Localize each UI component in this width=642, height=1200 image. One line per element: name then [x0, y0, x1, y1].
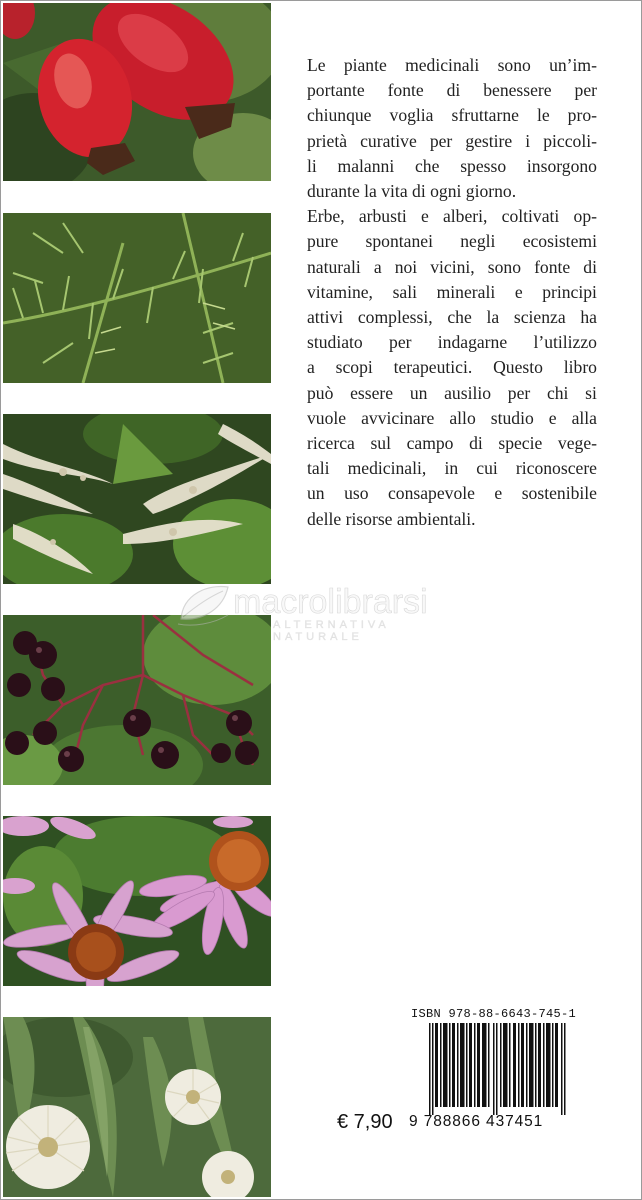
blurb-word: a	[307, 357, 315, 378]
blurb-line	[307, 431, 597, 456]
blurb-word: medicinali,	[347, 458, 427, 479]
blurb-word: che	[415, 155, 440, 176]
blurb-word: campo	[406, 433, 454, 454]
blurb-word: pure	[307, 231, 339, 252]
blurb-word: ha	[580, 307, 597, 328]
blurb-word: avvicinare	[361, 407, 435, 428]
blurb-word: spesso	[460, 155, 507, 176]
blurb-word: studio	[490, 407, 534, 428]
blurb-word: piccoli-	[543, 130, 597, 151]
blurb-word: gestire	[465, 130, 513, 151]
blurb-word: Erbe,	[307, 206, 345, 227]
blurb-word: vege-	[557, 433, 597, 454]
price-label: € 7,90	[337, 1111, 393, 1133]
blurb-word: curative	[360, 130, 417, 151]
blurb-word: a	[373, 256, 382, 277]
blurb-word: ecosistemi	[522, 231, 597, 252]
blurb-word: le	[536, 105, 550, 126]
blurb-word: si	[585, 382, 597, 403]
blurb-word: essere	[350, 382, 394, 403]
blurb-line	[307, 305, 597, 330]
blurb-word: naturali	[307, 256, 361, 277]
blurb-word: spontanei	[365, 231, 433, 252]
blurb-word: Questo	[493, 357, 543, 378]
isbn-label: ISBN 978-88-6643-745-1	[411, 1007, 577, 1021]
blurb-word: insorgono	[526, 155, 597, 176]
blurb-line	[307, 280, 597, 305]
rose-hips-photo	[3, 3, 271, 181]
blurb-line	[307, 330, 597, 355]
blurb-line	[307, 406, 597, 431]
blurb-word: piante	[343, 55, 387, 75]
blurb-word: un	[409, 382, 428, 403]
blurb-word: può	[307, 382, 334, 403]
blurb-word: sali	[392, 281, 417, 302]
blurb-line	[307, 129, 597, 154]
blurb-line: delle risorse ambientali.	[307, 508, 476, 529]
blurb-word: principi	[542, 281, 597, 302]
blurb-word: chiunque	[307, 105, 372, 126]
leaves-photo	[3, 213, 271, 383]
blurb-word: che	[447, 307, 472, 328]
blurb-word: per	[429, 130, 453, 151]
blurb-word: cui	[476, 458, 498, 479]
blurb-word: l’utilizzo	[533, 332, 597, 353]
blurb-word: allo	[449, 407, 476, 428]
blurb-line	[307, 53, 597, 78]
barcode-image	[429, 1023, 567, 1115]
leaf-logo-icon	[173, 579, 233, 629]
blurb-word: per	[507, 382, 531, 403]
blurb-word: sono	[497, 55, 531, 75]
blurb-word: la	[486, 307, 500, 328]
blurb-word: alla	[571, 407, 597, 428]
blurb-word: e	[548, 407, 557, 428]
blurb-word: malanni	[337, 155, 395, 176]
flower-spikes-photo	[3, 414, 271, 584]
blurb-line	[307, 103, 597, 128]
blurb-word: e	[494, 483, 503, 504]
blurb-line	[307, 78, 597, 103]
blurb-word: per	[389, 332, 412, 353]
blurb-word: uso	[344, 483, 369, 504]
blurb-word: vuole	[307, 407, 347, 428]
blurb-word: pro-	[567, 105, 597, 126]
blurb-line	[307, 154, 597, 179]
blurb-word: specie	[498, 433, 543, 454]
blurb-word: i	[525, 130, 531, 151]
blurb-word: Le	[307, 55, 326, 75]
blurb-word: consapevole	[387, 483, 475, 504]
blurb-line	[307, 381, 597, 406]
blurb-word: ricerca	[307, 433, 355, 454]
watermark-tagline: ALTERNATIVA NATURALE	[273, 619, 390, 643]
blurb-word: fonte	[534, 256, 571, 277]
blurb-word: fonte	[387, 80, 424, 101]
blurb-line	[307, 456, 597, 481]
blurb-word: di	[446, 80, 461, 101]
blurb-word: alberi,	[442, 206, 488, 227]
blurb-word: medicinali	[405, 55, 480, 75]
blurb-word: studiato	[307, 332, 363, 353]
blurb-word: vitamine,	[307, 281, 373, 302]
blurb-line	[307, 229, 597, 254]
blurb-word: chi	[546, 382, 569, 403]
blurb-word: portante	[307, 80, 365, 101]
blurb-word: tali	[307, 458, 330, 479]
blurb-text	[307, 53, 597, 532]
blurb-word: sostenibile	[521, 483, 597, 504]
blurb-word: in	[444, 458, 459, 479]
blurb-word: un’im-	[549, 55, 597, 75]
blurb-word: libro	[563, 357, 597, 378]
blurb-word: op-	[573, 206, 597, 227]
blurb-line	[307, 481, 597, 506]
blurb-word: di	[583, 256, 597, 277]
blurb-word: un	[307, 483, 325, 504]
blurb-word: e	[420, 206, 429, 227]
blurb-word: riconoscere	[515, 458, 597, 479]
blurb-word: ausilio	[444, 382, 492, 403]
blurb-word: indagarne	[437, 332, 508, 353]
blurb-word: vicini,	[430, 256, 475, 277]
echinacea-photo	[3, 816, 271, 986]
blurb-word: sfruttarne	[451, 105, 519, 126]
blurb-line	[307, 204, 597, 229]
blurb-word: per	[574, 80, 597, 101]
watermark	[173, 579, 483, 643]
blurb-word: e	[514, 281, 523, 302]
watermark-brand: macrolibrarsi	[233, 583, 428, 621]
blurb-word: noi	[394, 256, 418, 277]
blurb-word: li	[307, 155, 317, 176]
blurb-line: durante la vita di ogni giorno.	[307, 181, 517, 202]
blurb-word: complessi,	[357, 307, 433, 328]
blurb-word: voglia	[389, 105, 434, 126]
blurb-word: arbusti	[358, 206, 407, 227]
berries-photo	[3, 615, 271, 785]
blurb-word: sono	[487, 256, 522, 277]
blurb-word: benessere	[483, 80, 552, 101]
blurb-word: scopi	[335, 357, 373, 378]
barcode-number: 9 788866 437451	[409, 1113, 544, 1130]
blurb-word: negli	[460, 231, 496, 252]
blurb-word: di	[469, 433, 483, 454]
blurb-word: scienza	[513, 307, 566, 328]
blurb-word: coltivati	[501, 206, 560, 227]
blurb-line	[307, 355, 597, 380]
blurb-word: attivi	[307, 307, 344, 328]
blurb-word: terapeutici.	[393, 357, 473, 378]
blurb-line	[307, 255, 597, 280]
blurb-word: minerali	[436, 281, 496, 302]
blurb-word: prietà	[307, 130, 348, 151]
eucalyptus-photo	[3, 1017, 271, 1197]
blurb-word: sul	[370, 433, 391, 454]
